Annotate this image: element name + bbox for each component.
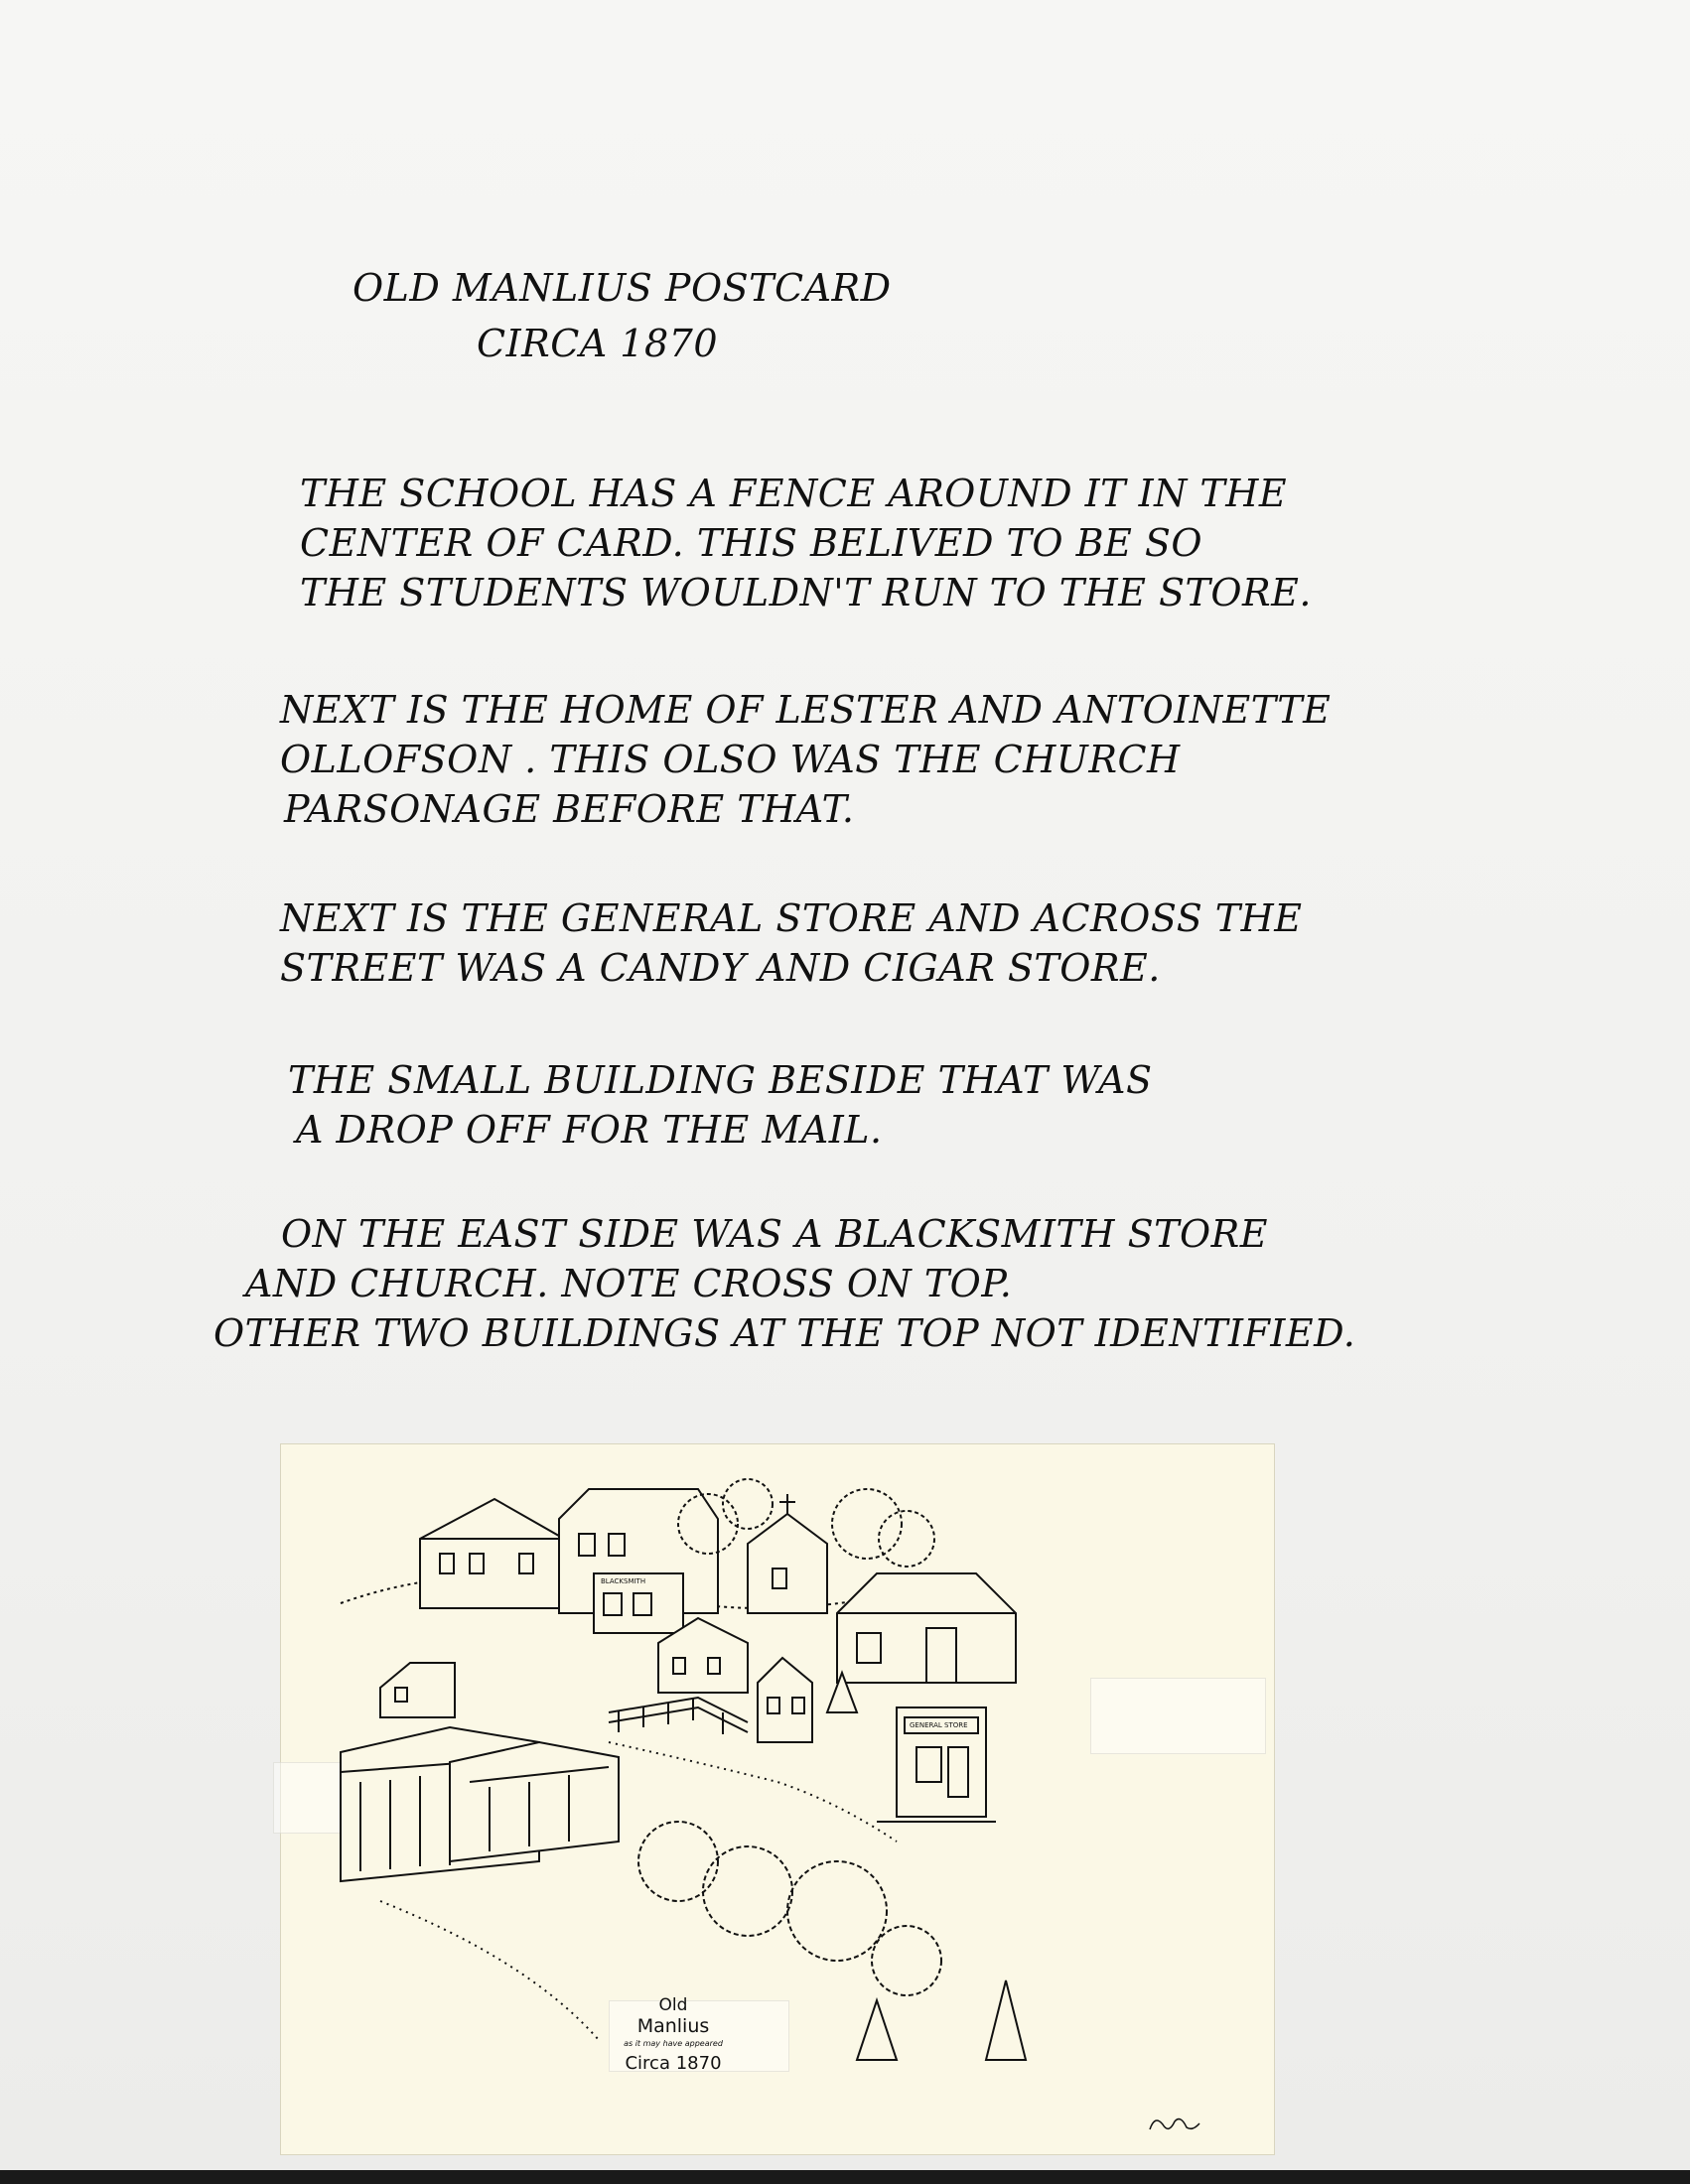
postcard-caption bbox=[609, 1995, 738, 2077]
paragraph-line: ON THE EAST SIDE WAS A BLACKSMITH STORE bbox=[281, 1212, 1268, 1256]
paragraph-mail-building bbox=[288, 1055, 1153, 1155]
paragraph-line: THE STUDENTS WOULDN'T RUN TO THE STORE. bbox=[300, 571, 1312, 614]
paragraph-line: AND CHURCH. NOTE CROSS ON TOP. bbox=[245, 1262, 1013, 1305]
title-line-1: OLD MANLIUS POSTCARD bbox=[352, 266, 892, 310]
paragraph-east-side bbox=[213, 1209, 1355, 1358]
paragraph-line: PARSONAGE BEFORE THAT. bbox=[284, 787, 855, 831]
sign-blacksmith: BLACKSMITH bbox=[601, 1577, 646, 1585]
title-line-2: CIRCA 1870 bbox=[477, 322, 719, 365]
paragraph-line: NEXT IS THE HOME OF LESTER AND ANTOINETTE bbox=[280, 688, 1332, 732]
postcard-drawing bbox=[281, 1444, 1274, 2154]
paragraph-school bbox=[300, 469, 1312, 617]
paragraph-line: THE SMALL BUILDING BESIDE THAT WAS bbox=[288, 1058, 1153, 1102]
caption-line-1: Old bbox=[658, 1995, 688, 2015]
document-title bbox=[352, 260, 892, 371]
caption-line-4: Circa 1870 bbox=[625, 2053, 722, 2074]
paragraph-general-store bbox=[280, 893, 1303, 993]
paragraph-line: THE SCHOOL HAS A FENCE AROUND IT IN THE bbox=[300, 472, 1288, 515]
paragraph-line: STREET WAS A CANDY AND CIGAR STORE. bbox=[280, 946, 1161, 990]
paragraph-line: OTHER TWO BUILDINGS AT THE TOP NOT IDENTIFIED. bbox=[213, 1311, 1356, 1355]
postcard-image bbox=[281, 1444, 1274, 2154]
artist-signature bbox=[1145, 2110, 1204, 2139]
paragraph-line: NEXT IS THE GENERAL STORE AND ACROSS THE bbox=[280, 896, 1303, 940]
paragraph-home bbox=[280, 685, 1331, 834]
sign-general-store: GENERAL STORE bbox=[910, 1721, 968, 1729]
caption-line-2: Manlius bbox=[636, 2015, 710, 2037]
paragraph-line: OLLOFSON . THIS OLSO WAS THE CHURCH bbox=[280, 738, 1181, 781]
paragraph-line: CENTER OF CARD. THIS BELIVED TO BE SO bbox=[300, 521, 1203, 565]
scan-bottom-edge bbox=[0, 2170, 1690, 2184]
caption-line-3: as it may have appeared bbox=[624, 2039, 723, 2048]
paragraph-line: A DROP OFF FOR THE MAIL. bbox=[296, 1108, 883, 1152]
